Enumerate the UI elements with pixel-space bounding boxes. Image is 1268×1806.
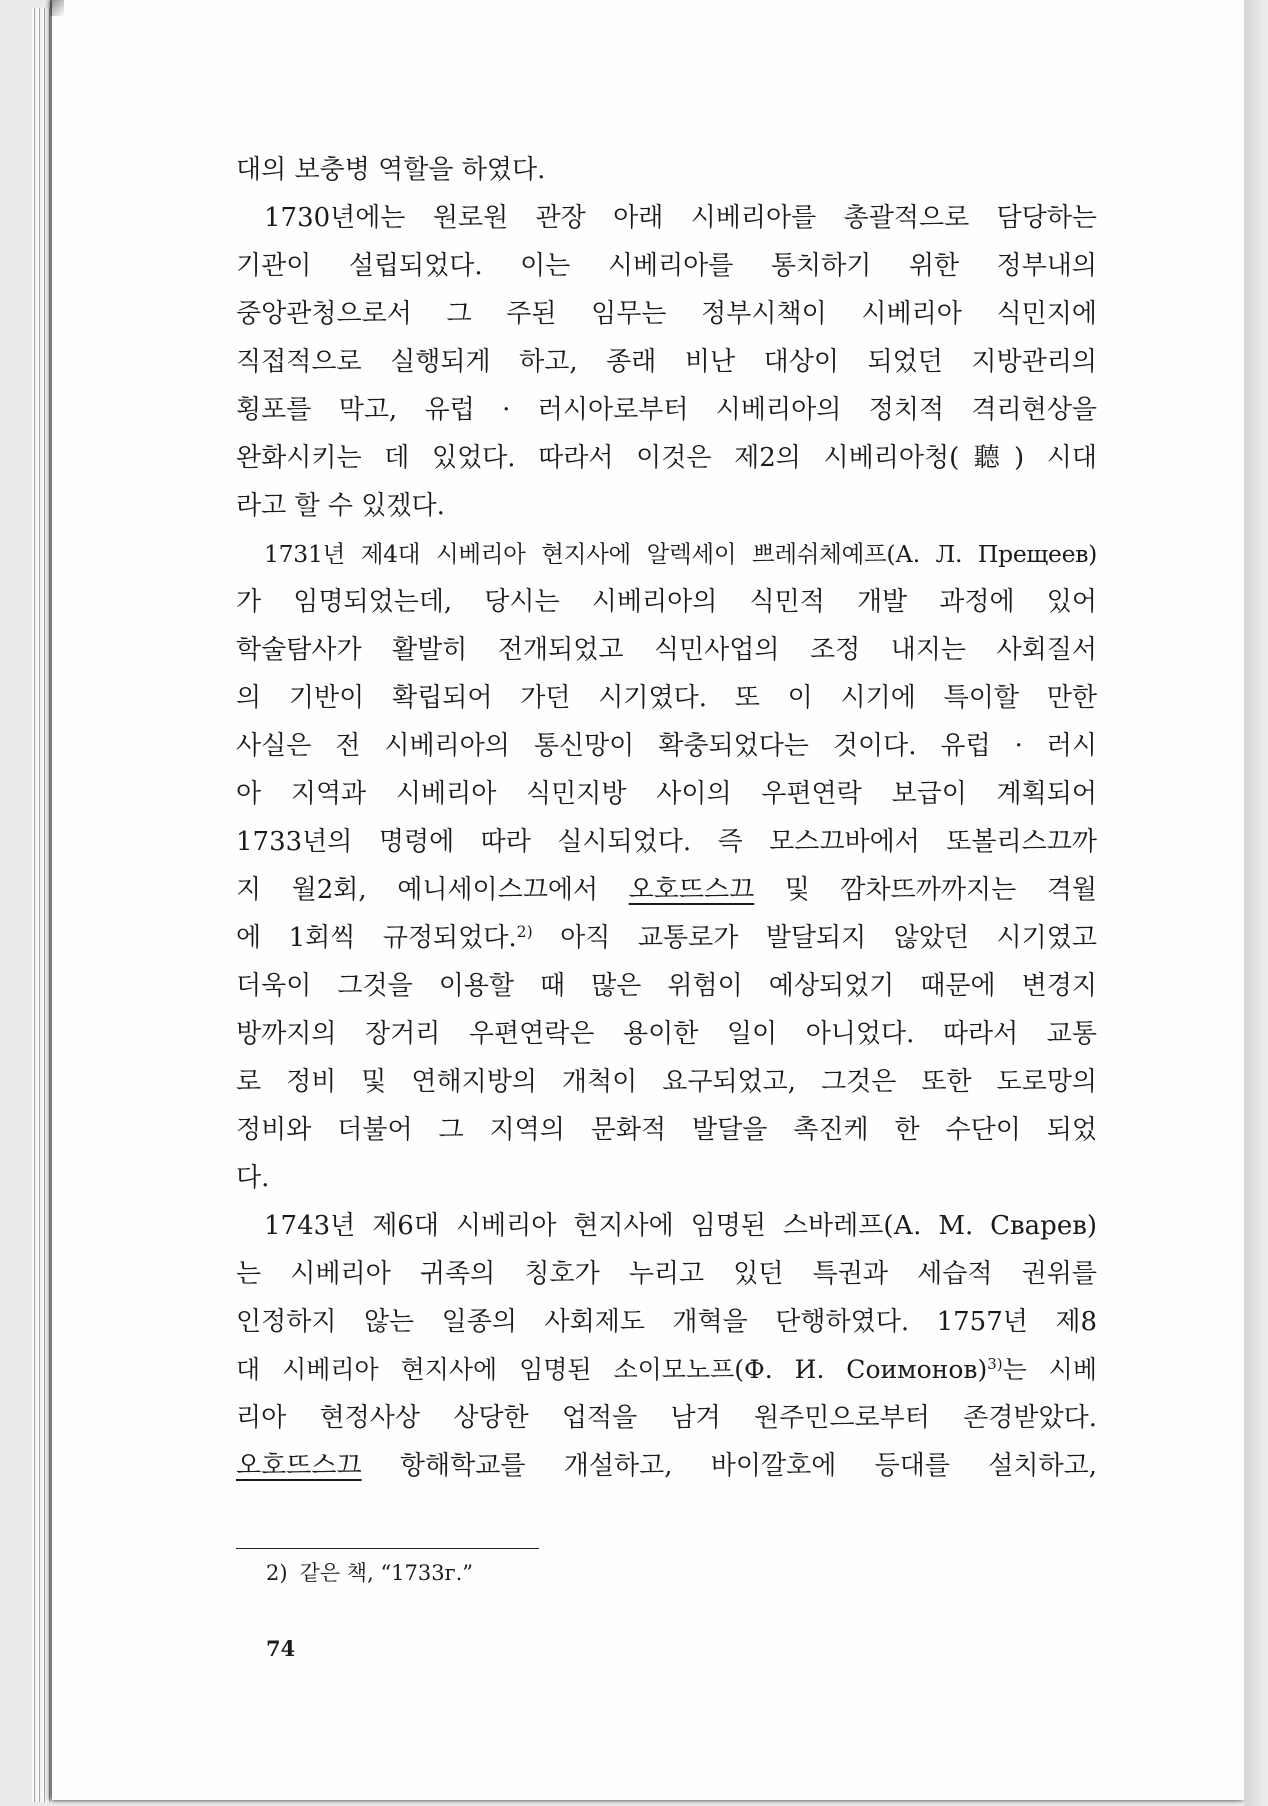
text-line: 로 정비 및 연해지방의 개척이 요구되었고, 그것은 또한 도로망의 — [236, 1067, 1097, 1097]
text-line: 1730년에는 원로원 관장 아래 시베리아를 총괄적으로 담당하는 — [264, 203, 1097, 233]
text-line — [236, 1346, 1097, 1394]
text-line: 1733년의 명령에 따라 실시되었다. 즉 모스끄바에서 또볼리스끄까 — [236, 827, 1097, 857]
footnote-divider — [236, 1548, 539, 1549]
text-line: 방까지의 장거리 우편연락은 용이한 일이 아니었다. 따라서 교통 — [236, 1019, 1097, 1049]
text-line: 완화시키는 데 있었다. 따라서 이것은 제2의 시베리아청(聽) 시대 — [236, 443, 1097, 473]
text-line: 횡포를 막고, 유럽 · 러시아로부터 시베리아의 정치적 격리현상을 — [236, 395, 1097, 425]
text-line: 중앙관청으로서 그 주된 임무는 정부시책이 시베리아 식민지에 — [236, 299, 1097, 329]
text-line: 대의 보충병 역할을 하였다. — [236, 155, 546, 185]
text-line: 1731년 제4대 시베리아 현지사에 알렉세이 쁘레쉬체예프(А. Л. Прещеев) — [264, 540, 1097, 568]
line-segment: 대 시베리아 현지사에 임명된 소이모노프(Ф. И. Соимонов) — [236, 1355, 988, 1384]
line-segment: 는 시베 — [1002, 1355, 1097, 1384]
underlined-place-name: 오호뜨스끄 — [628, 875, 755, 905]
underlined-place-name: 오호뜨스끄 — [236, 1451, 362, 1481]
text-line: 다. — [236, 1163, 270, 1193]
page-stack-edge — [32, 8, 54, 1802]
text-line — [236, 866, 1097, 914]
text-line: 아 지역과 시베리아 식민지방 사이의 우편연락 보급이 계획되어 — [236, 779, 1097, 809]
page-corner-shadow — [50, 0, 64, 16]
text-line: 는 시베리아 귀족의 칭호가 누리고 있던 특권과 세습적 권위를 — [236, 1259, 1097, 1289]
line-segment: 지 월2회, 예니세이스끄에서 — [236, 875, 629, 905]
text-line — [236, 914, 1097, 962]
body-text — [236, 146, 1097, 1490]
footnote-ref: 2) — [516, 923, 533, 941]
footnote-ref: 3) — [987, 1355, 1003, 1373]
line-segment: 아직 교통로가 발달되지 않았던 시기였고 — [532, 923, 1097, 953]
line-segment: 및 깜차뜨까까지는 격월 — [754, 875, 1097, 905]
text-line: 직접적으로 실행되게 하고, 종래 비난 대상이 되었던 지방관리의 — [236, 347, 1097, 377]
page-number: 74 — [266, 1636, 296, 1661]
footnote-marker: 2) — [266, 1561, 288, 1585]
text-line: 라고 할 수 있겠다. — [236, 491, 445, 521]
text-line: 정비와 더불어 그 지역의 문화적 발달을 촉진케 한 수단이 되었 — [236, 1115, 1097, 1145]
text-line — [236, 1442, 1097, 1490]
text-line: 1743년 제6대 시베리아 현지사에 임명된 스바레프(А. М. Сварев) — [264, 1211, 1097, 1241]
footnote-text: 같은 책, “1733г.” — [299, 1561, 474, 1585]
text-line: 가 임명되었는데, 당시는 시베리아의 식민적 개발 과정에 있어 — [236, 587, 1097, 617]
line-segment: 에 1회씩 규정되었다. — [236, 923, 517, 953]
text-line: 리아 현정사상 상당한 업적을 남겨 원주민으로부터 존경받았다. — [236, 1403, 1097, 1433]
line-segment: 항해학교를 개설하고, 바이깔호에 등대를 설치하고, — [361, 1451, 1097, 1481]
text-line: 사실은 전 시베리아의 통신망이 확충되었다는 것이다. 유럽 · 러시 — [236, 731, 1097, 761]
right-margin-strip — [1244, 0, 1268, 1806]
text-line: 인정하지 않는 일종의 사회제도 개혁을 단행하였다. 1757년 제8 — [236, 1307, 1097, 1337]
text-line: 기관이 설립되었다. 이는 시베리아를 통치하기 위한 정부내의 — [236, 251, 1097, 281]
text-line: 더욱이 그것을 이용할 때 많은 위험이 예상되었기 때문에 변경지 — [236, 971, 1097, 1001]
footnote — [266, 1556, 473, 1590]
text-line: 의 기반이 확립되어 가던 시기였다. 또 이 시기에 특이할 만한 — [236, 683, 1097, 713]
text-line: 학술탐사가 활발히 전개되었고 식민사업의 조정 내지는 사회질서 — [236, 635, 1097, 665]
